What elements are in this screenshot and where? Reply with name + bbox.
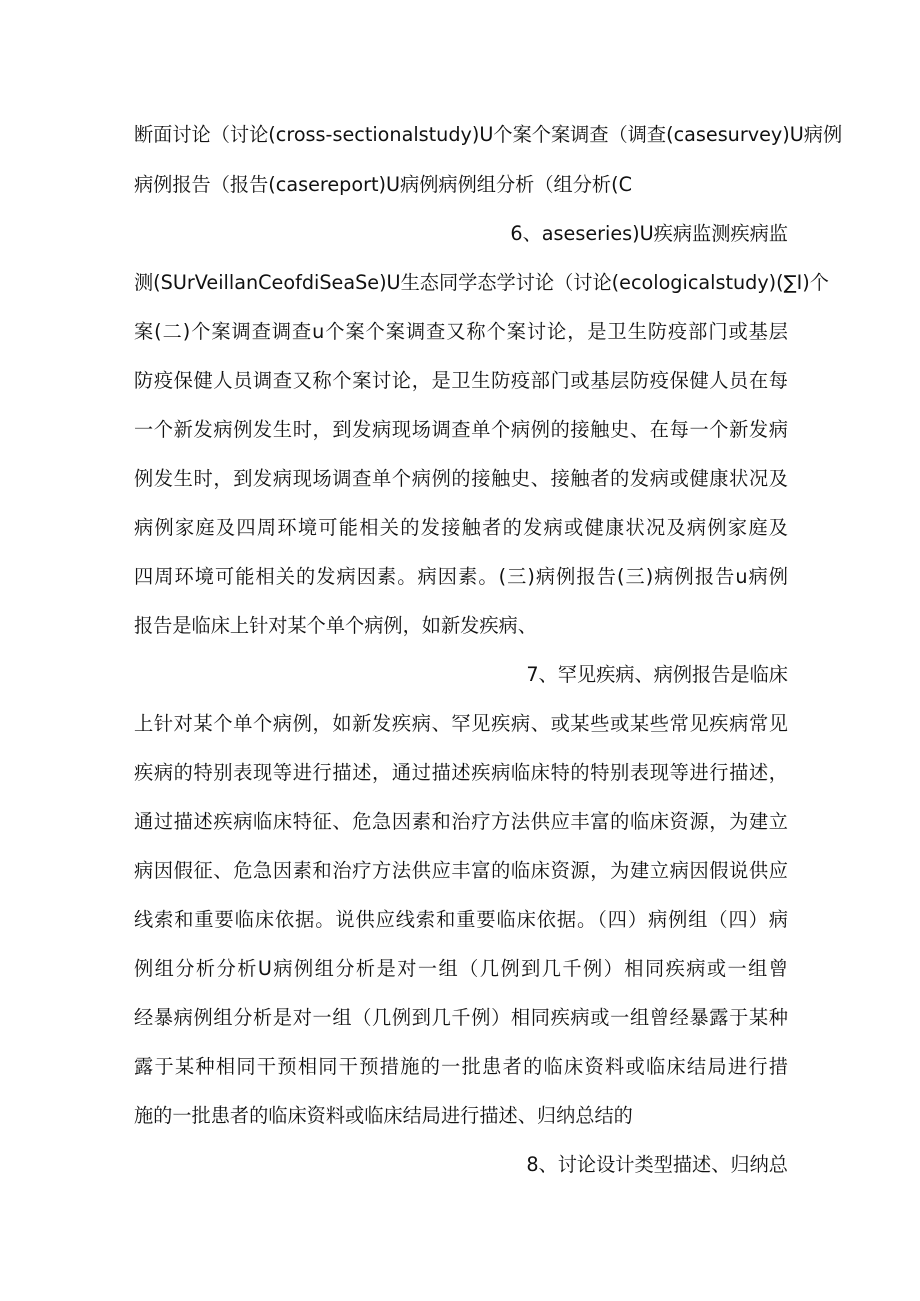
text-line-11: 报告是临床上针对某个单个病例，如新发疾病、 [134,614,537,637]
text-line-13: 上针对某个单个病例，如新发疾病、罕见疾病、或某些或某些常见疾病常见 [134,712,788,735]
text-line-3: 6、aseseries)U疾病监测疾病监 [510,222,788,245]
text-line-5: 案(二)个案调查调查u个案个案调查又称个案讨论，是卫生防疫部门或基层 [134,320,788,343]
text-line-22: 8、讨论设计类型描述、归纳总 [526,1153,788,1176]
text-line-12: 7、罕见疾病、病例报告是临床 [526,663,788,686]
text-line-19: 经暴病例组分析是对一组（几例到几千例）相同疾病或一组曾经暴露于某种 [134,1006,788,1029]
text-line-20: 露于某种相同干预相同干预措施的一批患者的临床资料或临床结局进行措 [134,1055,788,1078]
text-line-17: 线索和重要临床依据。说供应线索和重要临床依据。（四）病例组（四）病 [134,908,788,931]
text-line-14: 疾病的特别表现等进行描述，通过描述疾病临床特的特别表现等进行描述， [134,761,788,784]
text-line-4: 测(SUrVeillanCeofdiSeaSe)U生态同学态学讨论（讨论(ecologicalstudy)(∑I)个 [134,271,829,294]
text-line-18: 例组分析分析U病例组分析是对一组（几例到几千例）相同疾病或一组曾 [134,957,788,980]
text-line-15: 通过描述疾病临床特征、危急因素和治疗方法供应丰富的临床资源，为建立 [134,810,788,833]
text-line-16: 病因假征、危急因素和治疗方法供应丰富的临床资源，为建立病因假说供应 [134,859,788,882]
text-line-7: 一个新发病例发生时，到发病现场调查单个病例的接触史、在每一个新发病 [134,418,788,441]
text-line-6: 防疫保健人员调查又称个案讨论，是卫生防疫部门或基层防疫保健人员在每 [134,369,788,392]
text-line-2: 病例报告（报告(casereport)U病例病例组分析（组分析(C [134,173,632,196]
text-line-1: 断面讨论（讨论(cross-sectionalstudy)U个案个案调查（调查(casesurvey)U病例 [134,123,843,146]
text-line-21: 施的一批患者的临床资料或临床结局进行描述、归纳总结的 [134,1104,633,1127]
text-line-9: 病例家庭及四周环境可能相关的发接触者的发病或健康状况及病例家庭及 [134,516,788,539]
text-line-10: 四周环境可能相关的发病因素。病因素。(三)病例报告(三)病例报告u病例 [134,565,788,588]
text-line-8: 例发生时，到发病现场调查单个病例的接触史、接触者的发病或健康状况及 [134,467,788,490]
